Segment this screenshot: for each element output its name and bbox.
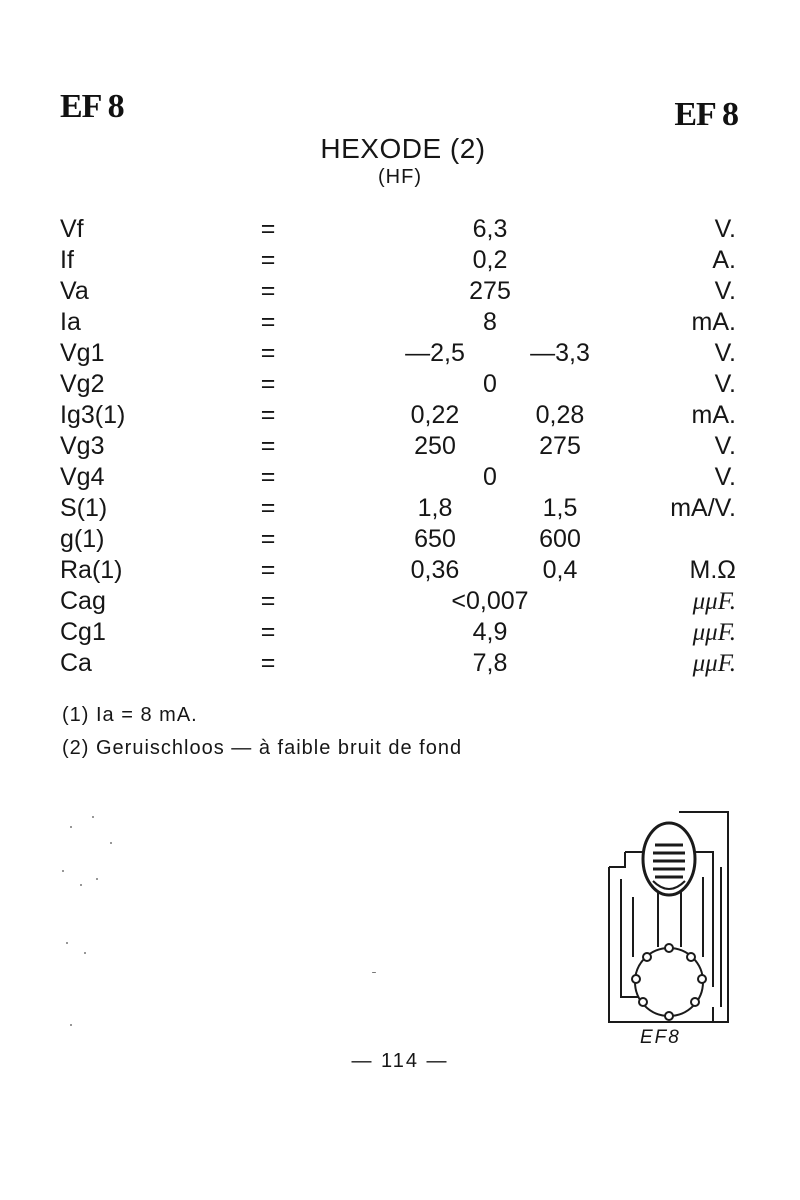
- spec-unit: V.: [714, 463, 736, 491]
- spec-value-1: 0,22: [410, 401, 460, 429]
- spec-value: 7,8: [472, 649, 508, 677]
- spec-unit: mA.: [691, 401, 736, 429]
- page-number: — 114 —: [351, 1050, 449, 1072]
- scan-speck: [92, 816, 94, 818]
- spec-equals: =: [260, 494, 276, 522]
- tube-bulb-icon: [643, 823, 695, 895]
- spec-value-1: 0,36: [410, 556, 460, 584]
- scan-speck: [84, 952, 86, 954]
- tube-code-right: EF 8: [674, 96, 738, 133]
- spec-name: Vg3: [60, 432, 105, 460]
- spec-row-vf: [0, 214, 800, 245]
- scan-speck: [70, 1024, 72, 1026]
- spec-value: 4,9: [472, 618, 508, 646]
- spec-name: If: [60, 246, 74, 274]
- spec-row-vg2: [0, 369, 800, 400]
- spec-unit: mA/V.: [670, 494, 736, 522]
- spec-equals: =: [260, 587, 276, 615]
- spec-row-if: [0, 245, 800, 276]
- spec-name: g(1): [60, 525, 105, 553]
- spec-value-2: —3,3: [530, 339, 590, 367]
- spec-value: 0: [483, 463, 497, 491]
- spec-unit: μμF.: [692, 588, 736, 615]
- spec-row-ca: [0, 648, 800, 679]
- spec-row-cg1: [0, 617, 800, 648]
- spec-value: 6,3: [472, 215, 508, 243]
- spec-value-2: 1,5: [542, 494, 578, 522]
- spec-equals: =: [260, 401, 276, 429]
- spec-equals: =: [260, 618, 276, 646]
- spec-value: <0,007: [451, 587, 529, 615]
- spec-equals: =: [260, 370, 276, 398]
- spec-row-vg4: [0, 462, 800, 493]
- spec-equals: =: [260, 339, 276, 367]
- spec-name: Vg1: [60, 339, 105, 367]
- spec-value-1: 650: [414, 525, 456, 553]
- spec-name: Cg1: [60, 618, 106, 646]
- spec-value-2: 275: [539, 432, 581, 460]
- spec-row-va: [0, 276, 800, 307]
- spec-unit: M.Ω: [689, 556, 736, 584]
- spec-name: Ia: [60, 308, 81, 336]
- spec-unit: A.: [712, 246, 736, 274]
- spec-unit: V.: [714, 215, 736, 243]
- footnote-1: (1) Ia = 8 mA.: [62, 704, 198, 726]
- spec-unit: μμF.: [692, 650, 736, 677]
- tube-base-diagram: [603, 807, 733, 1029]
- spec-equals: =: [260, 308, 276, 336]
- spec-value-2: 600: [539, 525, 581, 553]
- spec-value-1: 1,8: [417, 494, 453, 522]
- spec-value-2: 0,28: [535, 401, 585, 429]
- spec-value: 0,2: [472, 246, 508, 274]
- spec-value-1: —2,5: [405, 339, 465, 367]
- spec-equals: =: [260, 246, 276, 274]
- spec-equals: =: [260, 556, 276, 584]
- spec-equals: =: [260, 463, 276, 491]
- spec-name: Ig3(1): [60, 401, 126, 429]
- spec-value-2: 0,4: [542, 556, 578, 584]
- spec-equals: =: [260, 215, 276, 243]
- spec-row-vg3: [0, 431, 800, 462]
- scan-speck: [96, 878, 98, 880]
- spec-unit: V.: [714, 432, 736, 460]
- scan-speck: [110, 842, 112, 844]
- page-subtitle: (HF): [378, 166, 422, 188]
- spec-name: Vg2: [60, 370, 105, 398]
- spec-name: Ra(1): [60, 556, 123, 584]
- spec-equals: =: [260, 525, 276, 553]
- spec-equals: =: [260, 432, 276, 460]
- spec-value: 8: [483, 308, 497, 336]
- spec-name: Ca: [60, 649, 92, 677]
- spec-unit: V.: [714, 277, 736, 305]
- spec-name: Vg4: [60, 463, 105, 491]
- page-title: HEXODE (2): [320, 133, 486, 164]
- diagram-label: EF8: [640, 1027, 681, 1048]
- spec-row-vg1: [0, 338, 800, 369]
- spec-row-ig3: [0, 400, 800, 431]
- spec-name: Va: [60, 277, 89, 305]
- spec-value: 0: [483, 370, 497, 398]
- spec-value-1: 250: [414, 432, 456, 460]
- spec-row-s: [0, 493, 800, 524]
- tube-socket-icon: [632, 944, 706, 1020]
- footnote-2: (2) Geruischloos — à faible bruit de fond: [62, 737, 463, 759]
- spec-table: [0, 214, 800, 679]
- spec-row-ra: [0, 555, 800, 586]
- scan-speck: [80, 884, 82, 886]
- spec-row-ia: [0, 307, 800, 338]
- spec-equals: =: [260, 277, 276, 305]
- spec-unit: V.: [714, 339, 736, 367]
- spec-name: Vf: [60, 215, 84, 243]
- scan-speck: [62, 870, 64, 872]
- spec-unit: V.: [714, 370, 736, 398]
- spec-equals: =: [260, 649, 276, 677]
- spec-name: Cag: [60, 587, 106, 615]
- spec-name: S(1): [60, 494, 108, 522]
- scan-speck: [70, 826, 72, 828]
- scan-speck: [372, 972, 376, 973]
- spec-unit: μμF.: [692, 619, 736, 646]
- spec-unit: mA.: [691, 308, 736, 336]
- spec-value: 275: [469, 277, 511, 305]
- spec-row-cag: [0, 586, 800, 617]
- tube-code-left: EF 8: [60, 88, 124, 125]
- spec-row-g: [0, 524, 800, 555]
- scan-speck: [66, 942, 68, 944]
